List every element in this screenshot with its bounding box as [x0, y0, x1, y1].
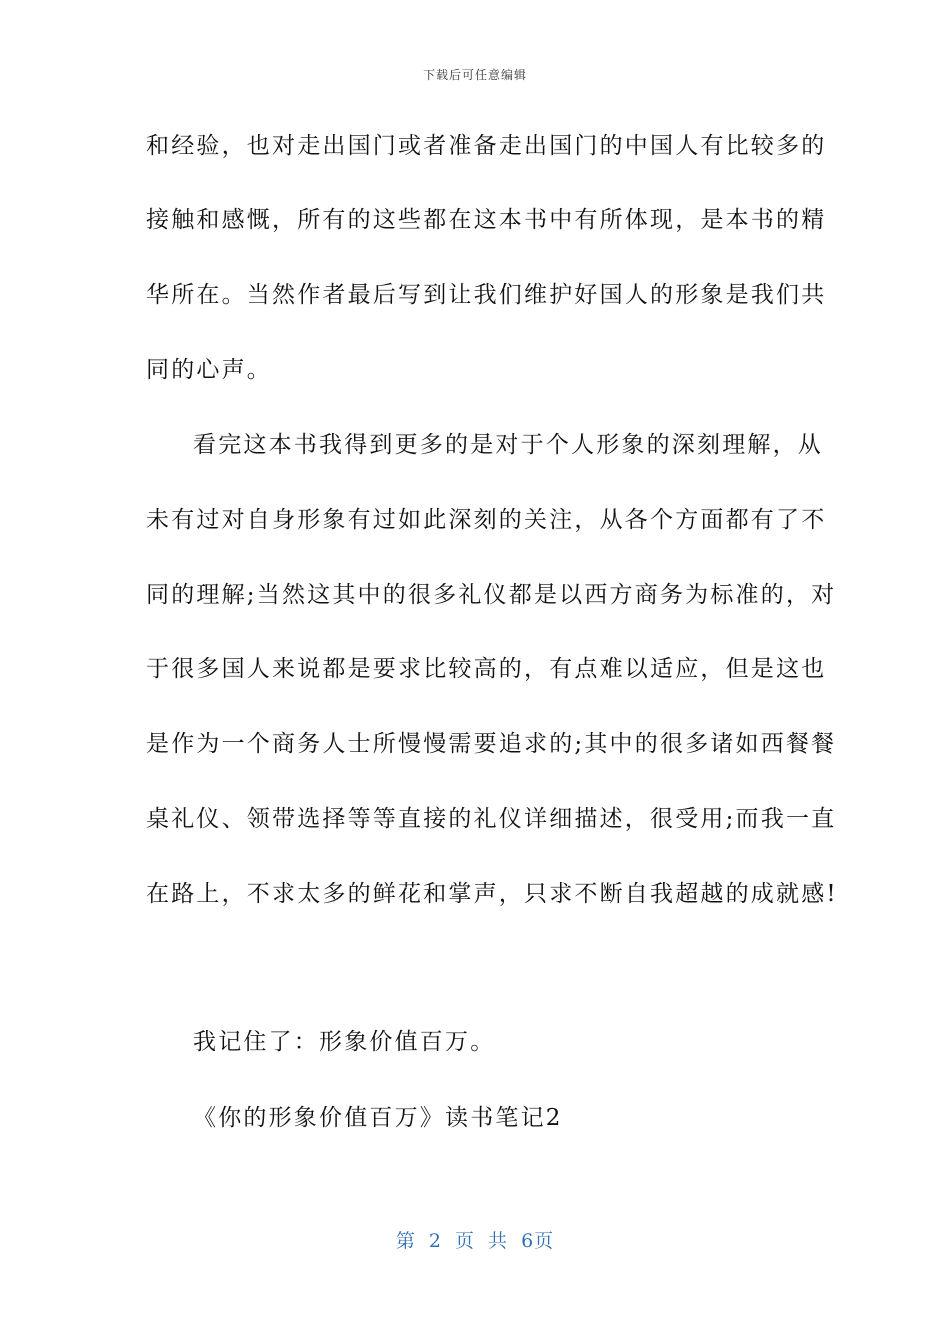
text-line: 同的理解;当然这其中的很多礼仪都是以西方商务为标准的，对 [146, 582, 837, 608]
paragraph-3: 我记住了：形象价值百万。 [193, 1029, 496, 1055]
header-note: 下载后可任意编辑 [422, 68, 527, 82]
text-line: 未有过对自身形象有过如此深刻的关注，从各个方面都有了不 [146, 507, 827, 533]
text-line: 接触和感慨，所有的这些都在这本书中有所体现，是本书的精 [146, 207, 827, 233]
text-line: 在路上，不求太多的鲜花和掌声，只求不断自我超越的成就感! [146, 881, 838, 907]
text-line: 是作为一个商务人士所慢慢需要追求的;其中的很多诸如西餐餐 [146, 731, 837, 757]
text-line: 和经验，也对走出国门或者准备走出国门的中国人有比较多的 [146, 133, 827, 159]
text-line: 同的心声。 [146, 357, 272, 383]
text-line: 于很多国人来说都是要求比较高的，有点难以适应，但是这也 [146, 656, 827, 682]
text-line: 看完这本书我得到更多的是对于个人形象的深刻理解，从 [193, 432, 823, 458]
page-indicator: 第 2 页 共 6页 [395, 1230, 555, 1252]
section-title: 《你的形象价值百万》读书笔记2 [193, 1105, 563, 1131]
text-line: 桌礼仪、领带选择等等直接的礼仪详细描述，很受用;而我一直 [146, 806, 837, 832]
text-line: 华所在。当然作者最后写到让我们维护好国人的形象是我们共 [146, 282, 827, 308]
